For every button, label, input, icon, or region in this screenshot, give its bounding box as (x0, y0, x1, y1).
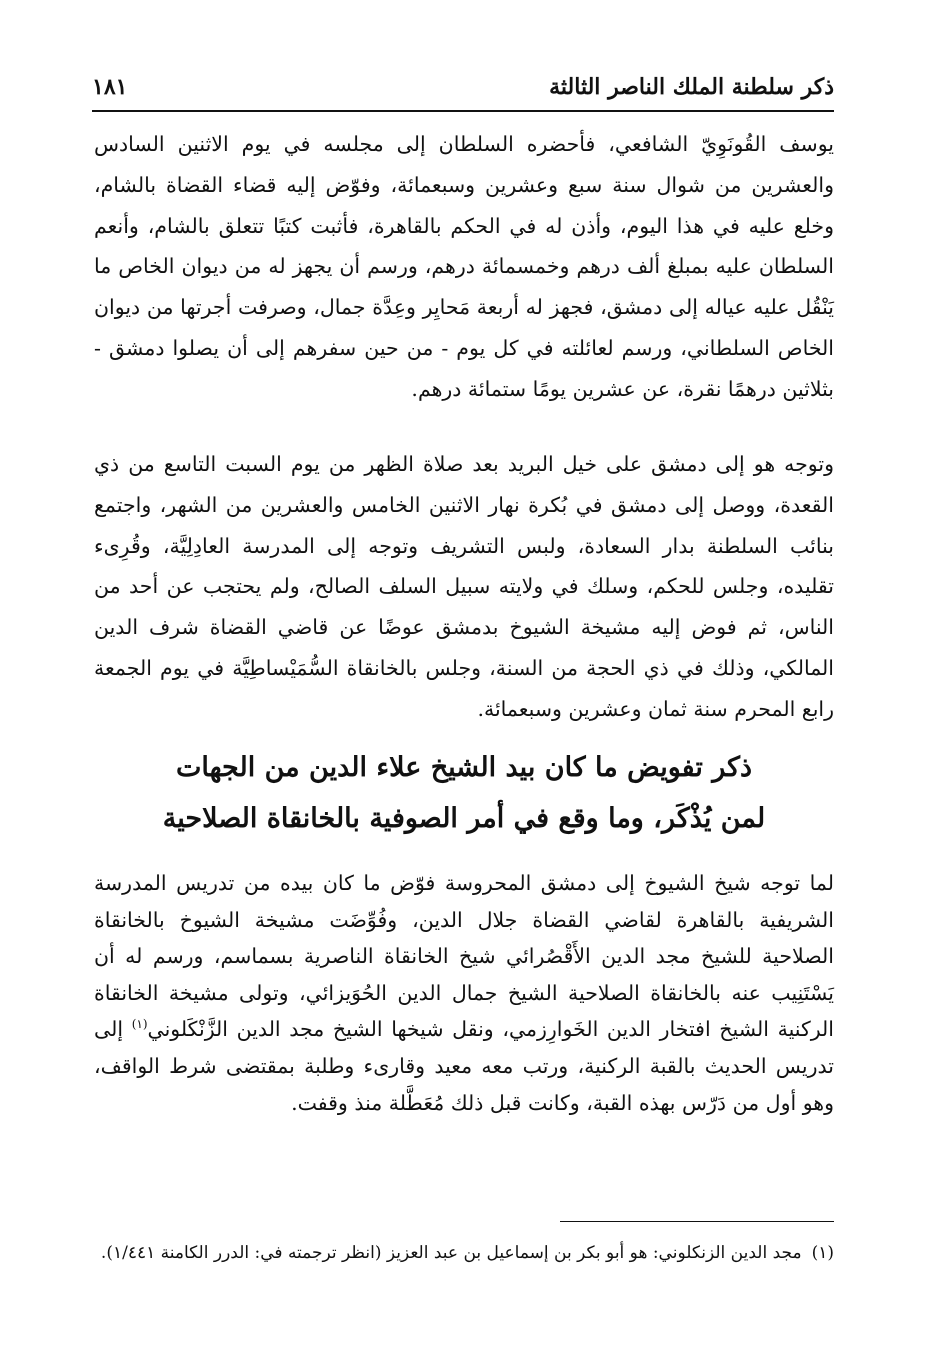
section-heading-line-2: لمن يُذْكَر، وما وقع في أمر الصوفية بالخانقاة الصلاحية (162, 803, 766, 834)
paragraph-1: يوسف القُونَوِيّ الشافعي، فأحضره السلطان إلى مجلسه في يوم الاثنين السادس والعشرين من شوال سنة سبع وعشرين وسبعمائة، وفوّض إليه قضاء القضاة بالشام، وخلع عليه في هذا اليوم، وأذن له في الحكم بالقاهرة، فأثبت كتبًا تتعلق بالشام، وأنعم السلطان عليه بمبلغ ألف درهم وخمسمائة درهم، ورسم أن يجهز له من ديوان الخاص ما يَنْقُل عليه عياله إلى دمشق، فجهز له أربعة مَحايِر وعِدَّة جمال، وصرفت أجرتها من ديوان الخاص السلطاني، ورسم لعائلته في كل يوم - من حين سفرهم إلى أن يصلوا دمشق - بثلاثين درهمًا نقرة، عن عشرين يومًا ستمائة درهم. (94, 132, 834, 401)
section-heading (94, 742, 834, 844)
section-heading-line-1: ذكر تفويض ما كان بيد الشيخ علاء الدين من الجهات (175, 752, 753, 783)
header-rule (92, 110, 834, 112)
section-paragraph-part-1: لما توجه شيخ الشيوخ إلى دمشق المحروسة فوّض ما كان بيده من تدريس المدرسة الشريفية بالقاهرة لقاضي القضاة جلال الدين، وفُوِّضَت مشيخة الشيوخ بالخانقاة الصلاحية للشيخ مجد الدين الأَقْصُرائي شيخ الخانقاة الناصرية بسماسم، ورسم له أن يَسْتَنِيب عنه بالخانقاة الصلاحية الشيخ جمال الدين الحُوَيزائي، وتولى مشيخة الخانقاة الركنية الشيخ افتخار الدين الخَوارِزمي، ونقل شيخها الشيخ مجد الدين الزَّنْكَلوني (94, 871, 834, 1042)
section-paragraph (94, 865, 834, 1121)
footnote-marker: (١) (131, 1017, 148, 1032)
running-title: ذكر سلطنة الملك الناصر الثالثة (549, 74, 834, 100)
footnote-number: (١) (811, 1243, 834, 1263)
page-number: ١٨١ (92, 74, 128, 100)
footnote-text: مجد الدين الزنكلوني: هو أبو بكر بن إسماعيل بن عبد العزيز (انظر ترجمته في: الدرر الكامنة ١/٤٤١). (100, 1243, 802, 1263)
footnote-rule (560, 1221, 834, 1222)
paragraph-2: وتوجه هو إلى دمشق على خيل البريد بعد صلاة الظهر من يوم السبت التاسع من ذي القعدة، ووصل إلى دمشق في بُكرة نهار الاثنين الخامس والعشرين من الشهر، واجتمع بنائب السلطنة بدار السعادة، ولبس التشريف وتوجه إلى المدرسة العادِلِيَّة، وقُرِىء تقليده، وجلس للحكم، وسلك في ولايته سبيل السلف الصالح، ولم يحتجب عن أحد من الناس، ثم فوض إليه مشيخة الشيوخ بدمشق عوضًا عن قاضي القضاة شرف الدين المالكي، وذلك في ذي الحجة من السنة، وجلس بالخانقاة السُّمَيْساطِيَّة في يوم الجمعة رابع المحرم سنة ثمان وعشرين وسبعمائة. (94, 452, 834, 721)
footnote (94, 1234, 834, 1272)
page-header (92, 70, 834, 110)
section-paragraph-part-2: إلى تدريس الحديث بالقبة الركنية، ورتب معه معيد وقارىء وطلبة بمقتضى شرط الواقف، وهو أول من دَرّس بهذه القبة، وكانت قبل ذلك مُعَطَّلة منذ وقفت. (94, 1017, 834, 1115)
